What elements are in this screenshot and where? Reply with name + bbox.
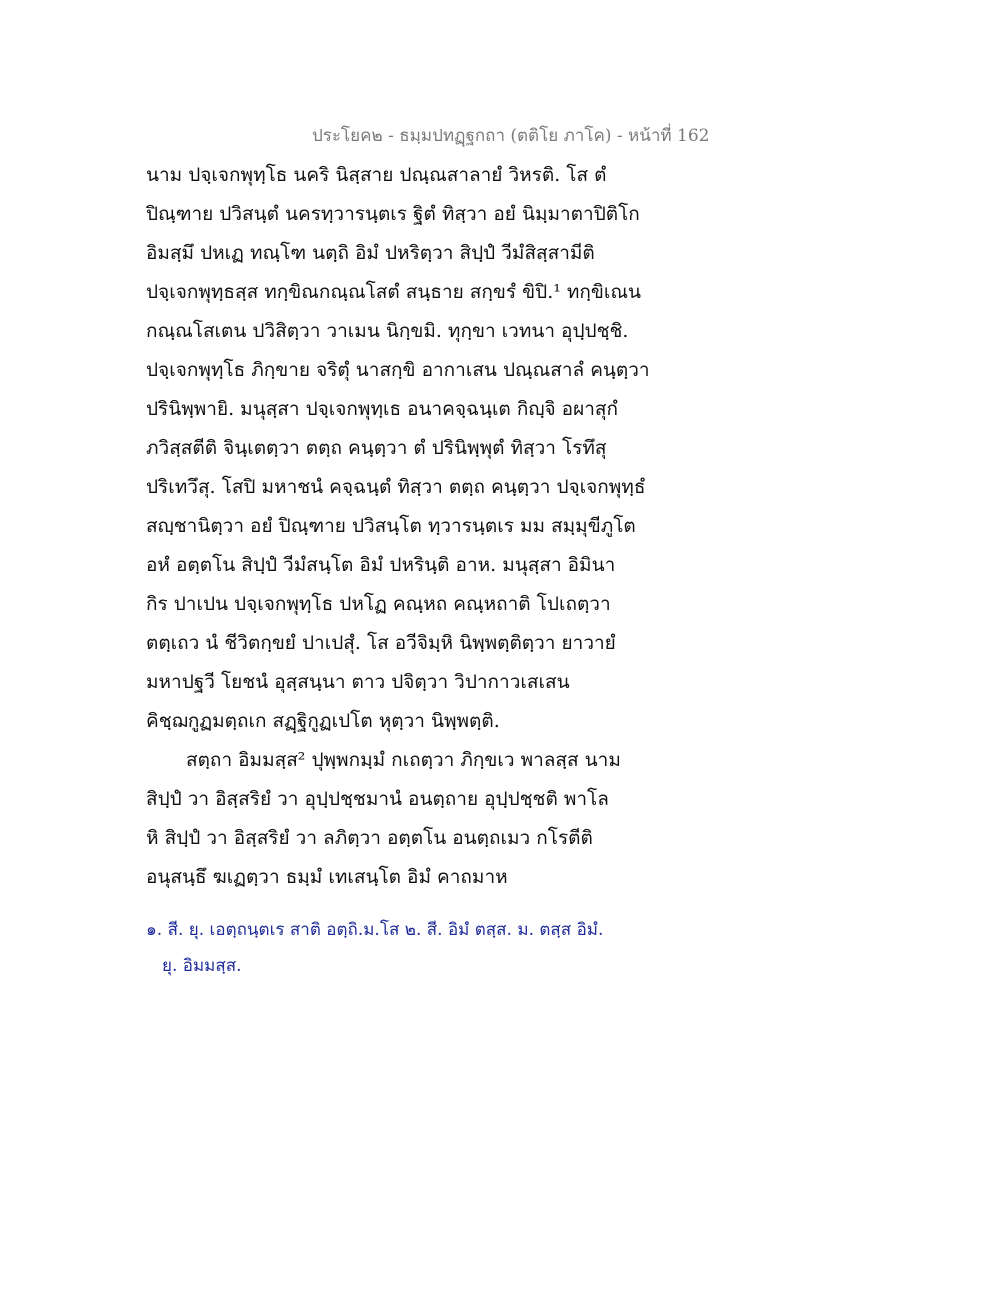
text-line: มหาปฐวี โยชนํ อุสฺสนฺนา ตาว ปจิตฺวา วิปากาวเสเสน bbox=[146, 671, 570, 693]
text-line: ตตฺเถว นํ ชีวิตกฺขยํ ปาเปสุํ. โส อวีจิมฺหิ นิพฺพตฺติตฺวา ยาวายํ bbox=[146, 632, 616, 654]
text-line: หิ สิปฺปํ วา อิสฺสริยํ วา ลภิตฺวา อตฺตโน อนตฺถเมว กโรตีติ bbox=[146, 827, 593, 849]
text-line: สิปฺปํ วา อิสฺสริยํ วา อุปฺปชฺชมานํ อนตฺถาย อุปฺปชฺชติ พาโล bbox=[146, 788, 609, 810]
paragraph-start-line: สตฺถา อิมมสฺส² ปุพฺพกมฺมํ กเถตฺวา ภิกฺขเว พาลสฺส นาม bbox=[186, 749, 621, 771]
text-line: กณฺณโสเตน ปวิสิตฺวา วาเมน นิกฺขมิ. ทุกฺขา เวทนา อุปฺปชฺชิ. bbox=[146, 320, 629, 342]
text-line: ปจฺเจกพุทฺโธ ภิกฺขาย จริตุํ นาสกฺขิ อากาเสน ปณฺณสาลํ คนฺตฺวา bbox=[146, 359, 650, 381]
footnote-line: ๑. สี. ยุ. เอตฺถนฺตเร สาติ อตฺถิ.ม.โส ๒. สี. อิมํ ตสฺส. ม. ตสฺส อิมํ. bbox=[146, 920, 604, 940]
footnotes bbox=[146, 912, 666, 984]
text-line: นาม ปจฺเจกพุทฺโธ นคริ นิสฺสาย ปณฺณสาลายํ วิหรติ. โส ตํ bbox=[146, 164, 607, 186]
text-line: สญฺชานิตฺวา อยํ ปิณฺฑาย ปวิสนฺโต ทฺวารนฺตเร มม สมฺมุขีภูโต bbox=[146, 515, 636, 537]
footnote-continuation: ยุ. อิมมสฺส. bbox=[162, 956, 242, 976]
text-line: ปริเทวึสุ. โสปิ มหาชนํ คจฺฉนฺตํ ทิสฺวา ตตฺถ คนฺตฺวา ปจฺเจกพุทฺธํ bbox=[146, 476, 646, 498]
text-line: คิชฺฌกูฏมตฺถเก สฏฺฐิกูฏเปโต หุตฺวา นิพฺพตฺติ. bbox=[146, 710, 500, 732]
text-line: อนุสนฺธึ ฆเฏตฺวา ธมฺมํ เทเสนฺโต อิมํ คาถมาห bbox=[146, 866, 508, 888]
page-header: ประโยค๒ - ธมฺมปทฏฺฐกถา (ตติโย ภาโค) - หน้าที่ 162 bbox=[312, 126, 710, 146]
text-line: ปิณฺฑาย ปวิสนฺตํ นครทฺวารนฺตเร ฐิตํ ทิสฺวา อยํ นิมฺมาตาปิติโก bbox=[146, 203, 640, 225]
body-text bbox=[146, 156, 686, 897]
text-line: อหํ อตฺตโน สิปฺปํ วีมํสนฺโต อิมํ ปหรินฺติ อาห. มนุสฺสา อิมินา bbox=[146, 554, 616, 576]
text-line: ปรินิพฺพายิ. มนุสฺสา ปจฺเจกพุทฺเธ อนาคจฺฉนฺเต กิญฺจิ อผาสุกํ bbox=[146, 398, 618, 420]
text-line: อิมสฺมึ ปหเฏ ทณฺโฑ นตฺถิ อิมํ ปหริตฺวา สิปฺปํ วีมํสิสฺสามีติ bbox=[146, 242, 595, 264]
text-line: กิร ปาเปน ปจฺเจกพุทฺโธ ปหโฏ คณฺหถ คณฺหถาติ โปเถตฺวา bbox=[146, 593, 611, 615]
text-line: ภวิสฺสตีติ จินฺเตตฺวา ตตฺถ คนฺตฺวา ตํ ปรินิพฺพุตํ ทิสฺวา โรทึสุ bbox=[146, 437, 607, 459]
text-line: ปจฺเจกพุทฺธสฺส ทกฺขิณกณฺณโสตํ สนฺธาย สกฺขรํ ขิปิ.¹ ทกฺขิเณน bbox=[146, 281, 642, 303]
